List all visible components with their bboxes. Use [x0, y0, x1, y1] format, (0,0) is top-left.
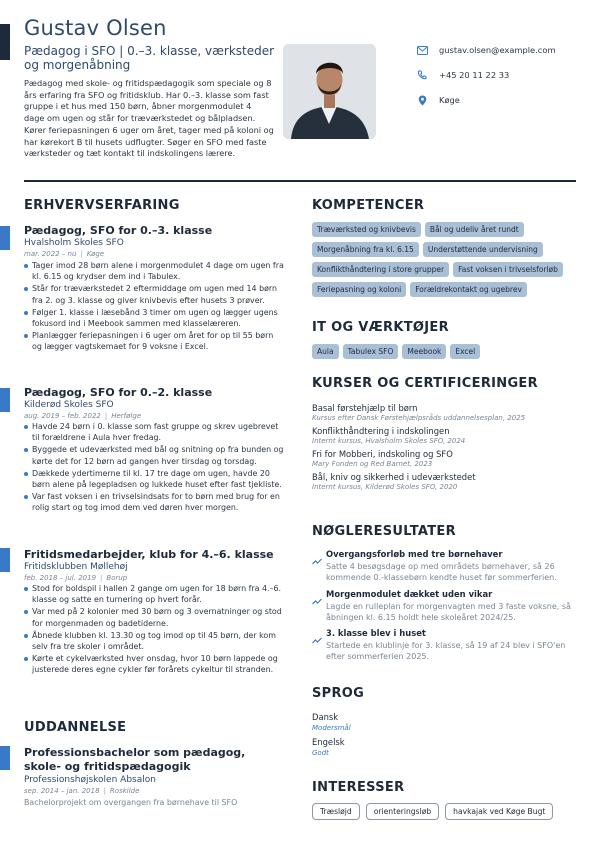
skills-heading: KOMPETENCER	[312, 198, 425, 213]
list-item: Åbnede klubben kl. 13.30 og tog imod op til 45 børn, der kom selv fra tre skoler i området.	[24, 630, 284, 652]
profile-photo	[283, 44, 376, 139]
skill-tag: Bål og udeliv året rundt	[425, 222, 524, 237]
list-item: Tager imod 28 børn alene i morgenmodulet 4 dage om ugen fra kl. 6.15 og krydser dem ind i Tabulex.	[24, 260, 284, 282]
candidate-name: Gustav Olsen	[24, 16, 167, 40]
list-item: Var fast voksen i en trivselsindsats for to børn med brug for en rolig start og tog imod dem ved døren hver morgen.	[24, 491, 284, 513]
trend-up-icon	[312, 550, 322, 569]
skill-tag: Konflikthåndtering i store grupper	[312, 262, 449, 277]
job-date: mar. 2022 – nu	[24, 250, 77, 258]
location-pin-icon	[415, 94, 429, 106]
portrait-image	[283, 44, 376, 139]
job-entry	[24, 548, 284, 677]
mail-icon	[415, 44, 429, 56]
job-accent-bar	[0, 548, 10, 572]
list-item: Følger 1. klasse i læsebånd 3 timer om ugen og lægger ugens fokusord ind i Meebook sammen med klasselæreren.	[24, 307, 284, 329]
job-meta: mar. 2022 – nu | Køge	[24, 250, 105, 258]
contact-location-text: Køge	[439, 95, 460, 105]
language-name: Dansk	[312, 712, 339, 722]
course-title: Fri for Mobberi, indskoling og SFO	[312, 449, 453, 459]
list-item: Står for træværkstedet 2 eftermiddage om ugen med 14 børn fra 2. og 3. klasse og giver knivbevis efter husets 3 prøver.	[24, 283, 284, 305]
job-bullets	[24, 421, 284, 514]
job-accent-bar	[0, 388, 10, 412]
course-title: Bål, kniv og sikkerhed i udeværkstedet	[312, 472, 476, 482]
job-date: aug. 2019 – feb. 2022	[24, 412, 101, 420]
result-title: Morgenmodulet dækket uden vikar	[326, 588, 493, 599]
courses-section	[312, 376, 576, 491]
course-title: Basal førstehjælp til børn	[312, 403, 418, 413]
list-item: Planlægger feriepasningen i 6 uger om året for op til 55 børn og lægger vagtskemaet for 9 voksne i Excel.	[24, 330, 284, 352]
resume-header	[24, 16, 584, 176]
course-item	[312, 403, 576, 422]
result-item	[312, 628, 576, 663]
job-title: Fritidsmedarbejder, klub for 4.–6. klasse	[24, 548, 274, 561]
result-description: Lagde en rulleplan for morgenvagten med 3 faste voksne, så åbningen kl. 6.15 holdt hele skoleåret 2024/25.	[326, 601, 571, 622]
experience-heading: ERHVERVSERFARING	[24, 198, 180, 213]
language-level: Godt	[312, 749, 329, 757]
course-item	[312, 449, 576, 468]
job-location: Herfølge	[111, 412, 142, 420]
education-date: sep. 2014 – jan. 2018	[24, 787, 100, 795]
job-location: Borup	[106, 574, 128, 582]
list-item: Dækkede ydertimerne til kl. 17 tre dage om ugen, havde 20 børn alene på legepladsen og lukkede huset efter fast tjekliste.	[24, 468, 284, 490]
skills-section	[312, 198, 576, 297]
education-meta: sep. 2014 – jan. 2018 | Roskilde	[24, 787, 140, 795]
job-accent-bar	[0, 226, 10, 250]
results-section	[312, 524, 576, 663]
phone-icon	[415, 69, 429, 81]
skill-tag: Understøttende undervisning	[423, 242, 543, 257]
trend-up-icon	[312, 590, 322, 609]
result-description: Satte 4 besøgsdage op med områdets børnehaver, så 26 kommende 0.-klassebørn kendte huset før sommerferien.	[326, 562, 557, 583]
interest-tag: orienteringsløb	[366, 803, 439, 820]
tools-heading: IT OG VÆRKTØJER	[312, 320, 449, 335]
contact-email-text: gustav.olsen@example.com	[439, 45, 556, 55]
profile-summary: Pædagog med skole- og fritidspædagogik som speciale og 8 års erfaring fra SFO og fritidsklub. Har 0.–3. klasse som fast gruppe i et hus med 150 børn, åbner morgenmodulet 4 dage om ugen og står for træværkstedet og bålpladsen. Kører feriepasningen 6 uger om året, tager med på koloni og har kørekort B til husets udflugter. Søger en SFO med faste værksteder og tæt kontakt til indskolingens lærere.	[24, 78, 274, 159]
courses-heading: KURSER OG CERTIFICERINGER	[312, 376, 538, 391]
job-company: Fritidsklubben Møllehøj	[24, 562, 128, 572]
course-provider: Kursus efter Dansk Førstehjælpsråds uddannelsesplan, 2025	[312, 414, 526, 422]
results-heading: NØGLERESULTATER	[312, 524, 456, 539]
tools-tags	[312, 344, 576, 359]
course-provider: Mary Fonden og Red Barnet, 2023	[312, 460, 433, 468]
list-item: Havde 24 børn i 0. klasse som fast gruppe og skrev ugebrevet til forældrene i Aula hver fredag.	[24, 421, 284, 443]
list-item: Kørte et cykelværksted hver onsdag, hvor 10 børn lappede og justerede deres egne cykler før forårets cykeltur til stranden.	[24, 653, 284, 675]
tool-tag: Tabulex SFO	[343, 344, 399, 359]
header-divider	[24, 180, 576, 182]
interest-tag: havkajak ved Køge Bugt	[445, 803, 553, 820]
job-meta: feb. 2018 – jul. 2019 | Borup	[24, 574, 128, 582]
job-company: Hvalsholm Skoles SFO	[24, 238, 124, 248]
school-name: Professionshøjskolen Absalon	[24, 775, 156, 785]
course-item	[312, 472, 576, 491]
trend-up-icon	[312, 629, 322, 648]
skill-tag: Forældrekontakt og ugebrev	[410, 282, 527, 297]
header-accent-bar	[0, 24, 10, 60]
languages-section	[312, 686, 576, 757]
list-item: Var med på 2 kolonier med 30 børn og 3 overnatninger og stod for morgenmaden og badetiderne.	[24, 606, 284, 628]
interest-tag: Træsløjd	[312, 803, 360, 820]
job-bullets	[24, 583, 284, 676]
course-title: Konflikthåndtering i indskolingen	[312, 426, 450, 436]
job-meta: aug. 2019 – feb. 2022 | Herfølge	[24, 412, 142, 420]
job-location: Køge	[86, 250, 105, 258]
job-title: Pædagog, SFO for 0.–3. klasse	[24, 224, 213, 237]
education-location: Roskilde	[109, 787, 140, 795]
language-name: Engelsk	[312, 737, 345, 747]
education-entry	[24, 746, 284, 807]
job-date: feb. 2018 – jul. 2019	[24, 574, 97, 582]
interests-heading: INTERESSER	[312, 780, 405, 795]
job-entry	[24, 224, 284, 354]
course-provider: Internt kursus, Kilderød Skoles SFO, 2020	[312, 483, 458, 491]
contact-email[interactable]	[415, 44, 556, 56]
candidate-subtitle: Pædagog i SFO | 0.–3. klasse, værksteder og morgenåbning	[24, 44, 275, 72]
job-company: Kilderød Skoles SFO	[24, 400, 114, 410]
course-provider: Internt kursus, Hvalsholm Skoles SFO, 2024	[312, 437, 466, 445]
tools-section	[312, 320, 576, 359]
skill-tag: Fast voksen i trivselsforløb	[453, 262, 563, 277]
interests-list	[312, 803, 576, 820]
contact-location	[415, 94, 460, 106]
tool-tag: Meebook	[402, 344, 446, 359]
result-title: Overgangsforløb med tre børnehaver	[326, 549, 503, 559]
tool-tag: Aula	[312, 344, 339, 359]
result-item	[312, 589, 576, 624]
education-note: Bachelorprojekt om overgangen fra børnehave til SFO	[24, 798, 238, 807]
contact-phone[interactable]	[415, 69, 509, 81]
tool-tag: Excel	[450, 344, 480, 359]
job-bullets	[24, 260, 284, 353]
course-item	[312, 426, 576, 445]
language-item	[312, 712, 576, 732]
result-item	[312, 549, 576, 584]
language-level: Modersmål	[312, 724, 351, 732]
language-item	[312, 737, 576, 757]
list-item: Byggede et udeværksted med bål og snitning op fra bunden og kørte det for 12 børn ad gangen hver tirsdag og torsdag.	[24, 444, 284, 466]
contact-phone-text: +45 20 11 22 33	[439, 70, 510, 80]
interests-section	[312, 780, 576, 820]
skill-tag: Feriepasning og koloni	[312, 282, 406, 297]
education-heading: UDDANNELSE	[24, 720, 127, 735]
skills-tags	[312, 222, 576, 297]
education-accent-bar	[0, 746, 10, 770]
degree-title: Professionsbachelor som pædagog, skole- og fritidspædagogik	[24, 746, 246, 773]
skill-tag: Træværksted og knivbevis	[312, 222, 421, 237]
languages-heading: SPROG	[312, 686, 365, 701]
list-item: Stod for boldspil i hallen 2 gange om ugen for 18 børn fra 4.–6. klasse og satte en turnering op hvert forår.	[24, 583, 284, 605]
result-title: 3. klasse blev i huset	[326, 628, 426, 639]
job-entry	[24, 386, 284, 515]
result-description: Startede en klublinje for 3. klasse, så 19 af 24 blev i SFO'en efter sommerferien 2025.	[326, 641, 566, 662]
skill-tag: Morgenåbning fra kl. 6.15	[312, 242, 419, 257]
job-title: Pædagog, SFO for 0.–2. klasse	[24, 386, 213, 399]
